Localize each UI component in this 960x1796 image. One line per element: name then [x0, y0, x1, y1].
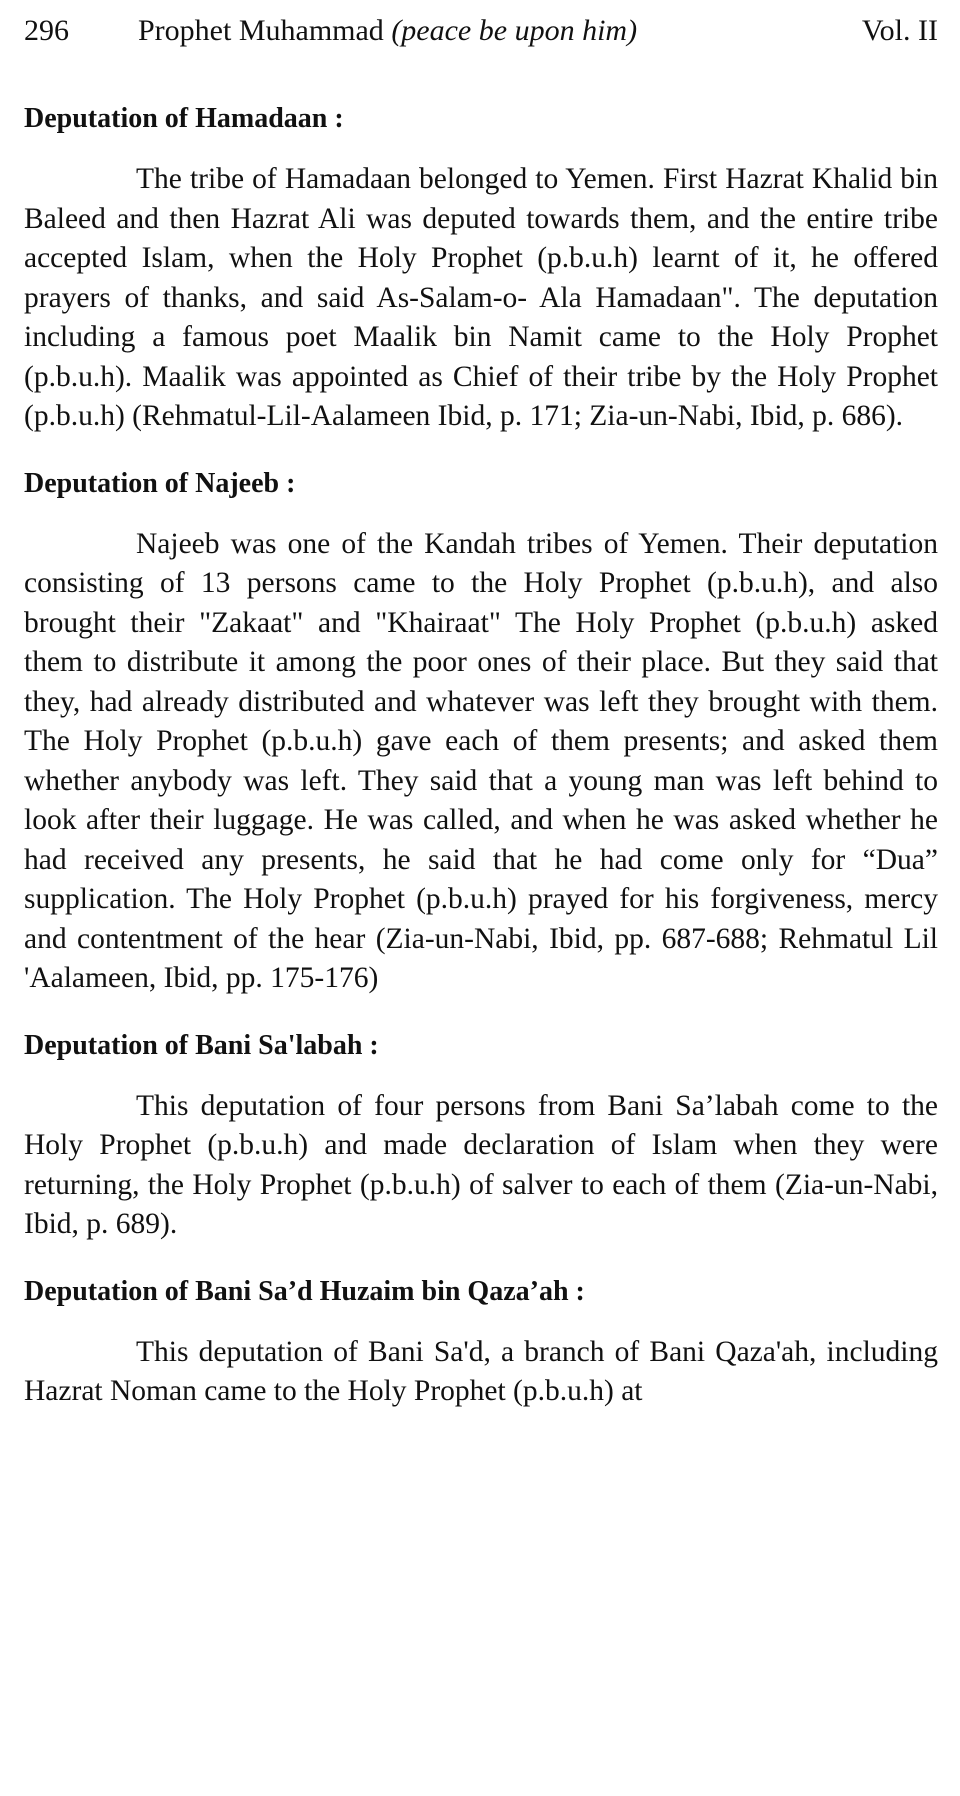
running-title [138, 14, 862, 48]
volume-label: Vol. II [861, 14, 938, 47]
section-bani-salabah [24, 1027, 938, 1245]
running-title-italic: (peace be upon him) [391, 14, 638, 47]
section-heading: Deputation of Bani Sa'labah : [24, 1029, 379, 1061]
section-najeeb [24, 465, 938, 999]
document-page [24, 14, 938, 1412]
section-heading: Deputation of Najeeb : [24, 467, 296, 499]
section-paragraph: This deputation of four persons from Bani Sa’labah come to the Holy Prophet (p.b.u.h) and made declaration of Islam when they were returning, the Holy Prophet (p.b.u.h) of salver to each of them (Zia-un-Nabi, Ibid, p. 689). [24, 1089, 938, 1240]
running-header [24, 14, 938, 72]
section-bani-sad-huzaim [24, 1273, 938, 1412]
section-paragraph: Najeeb was one of the Kandah tribes of Yemen. Their deputation consisting of 13 persons came to the Holy Prophet (p.b.u.h), and also brought their "Zakaat" and "Khairaat" The Holy Prophet (p.b.u.h) asked them to distribute it among the poor ones of their place. But they said that they, had already distributed and whatever was left they brought with them. The Holy Prophet (p.b.u.h) gave each of them presents; and asked them whether anybody was left. They said that a young man was left behind to look after their luggage. He was called, and when he was asked whether he had received any presents, he said that he had come only for “Dua” supplication. The Holy Prophet (p.b.u.h) prayed for his forgiveness, mercy and contentment of the hear (Zia-un-Nabi, Ibid, pp. 687-688; Rehmatul Lil 'Aalameen, Ibid, pp. 175-176) [24, 527, 938, 994]
section-hamadaan [24, 100, 938, 437]
section-heading: Deputation of Hamadaan : [24, 103, 344, 134]
section-paragraph: The tribe of Hamadaan belonged to Yemen. First Hazrat Khalid bin Baleed and then Hazrat Ali was deputed towards them, and the entire tribe accepted Islam, when the Holy Prophet (p.b.u.h) learnt of it, he offered prayers of thanks, and said As-Salam-o- Ala Hamadaan". The deputation including a famous poet Maalik bin Namit came to the Holy Prophet (p.b.u.h). Maalik was appointed as Chief of their tribe by the Holy Prophet (p.b.u.h) (Rehmatul-Lil-Aalameen Ibid, p. 171; Zia-un-Nabi, Ibid, p. 686). [24, 163, 938, 432]
page-number: 296 [24, 14, 69, 47]
running-title-main: Prophet Muhammad [138, 14, 392, 47]
section-heading: Deputation of Bani Sa’d Huzaim bin Qaza’ah : [24, 1275, 585, 1307]
section-paragraph: This deputation of Bani Sa'd, a branch of Bani Qaza'ah, including Hazrat Noman came to the Holy Prophet (p.b.u.h) at [24, 1335, 938, 1407]
